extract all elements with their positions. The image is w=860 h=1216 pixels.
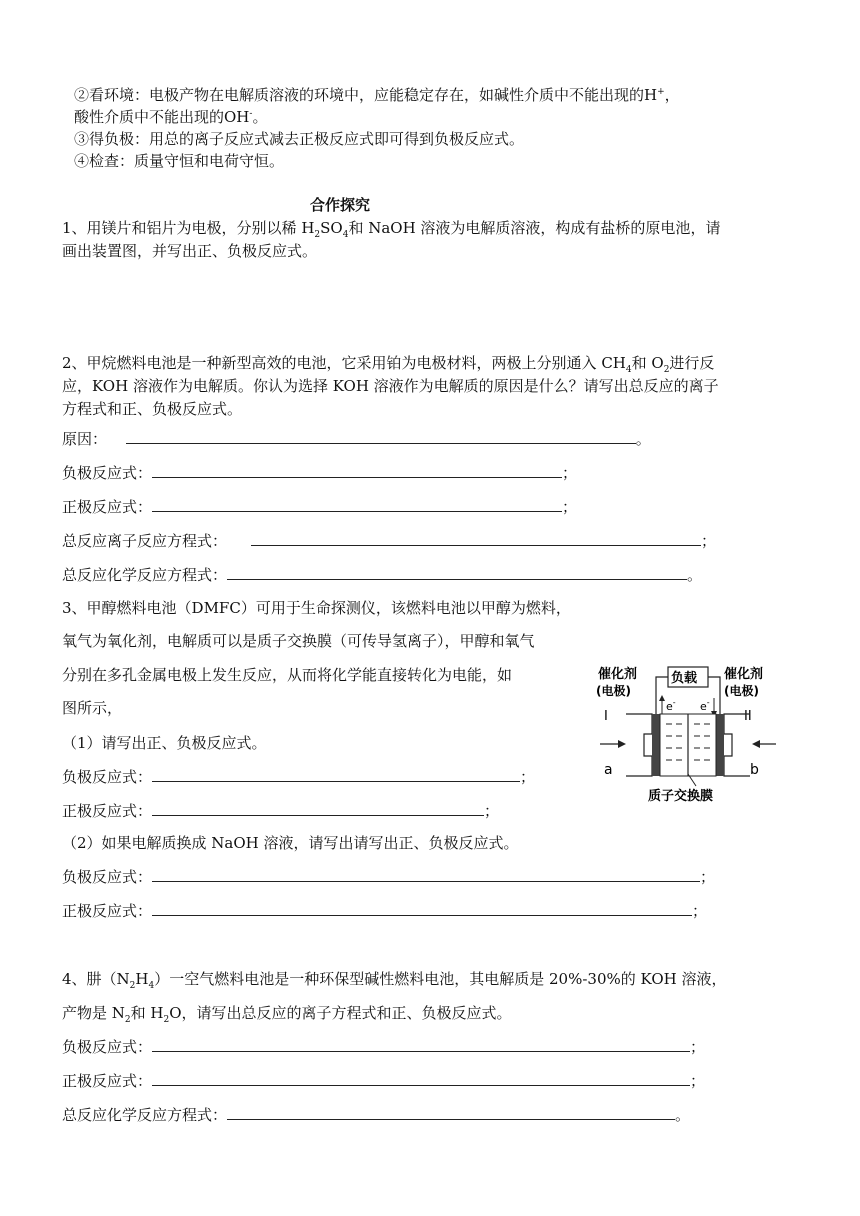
q2-reason-row: 原因： 。 xyxy=(62,430,651,448)
q3-pos2-blank[interactable] xyxy=(152,901,692,916)
q4-line2: 产物是 $N_2$和 $H_2O$，请写出总反应的离子方程式和正、负极反应式。 xyxy=(62,1004,512,1025)
q2-line2: 应，KOH 溶液作为电解质。你认为选择 KOH 溶液作为电解质的原因是什么？请写出总反应的离子 xyxy=(62,377,719,395)
q3-pos2-row: 正极反应式： ； xyxy=(62,902,708,920)
section-title: 合作探究 xyxy=(310,196,371,214)
q3-neg-blank[interactable] xyxy=(152,767,520,782)
catalyst-left-label: 催化剂 xyxy=(598,667,638,682)
q2-reason-label: 原因： xyxy=(62,430,108,448)
q2-pos-row: 正极反应式： ； xyxy=(62,498,578,516)
inlet-b-label: b xyxy=(750,762,759,778)
load-label: 负载 xyxy=(671,671,698,686)
electrode-left-label: (电极) xyxy=(596,684,631,698)
q3-neg2-row: 负极反应式： ； xyxy=(62,868,716,886)
fuel-cell-diagram xyxy=(596,664,786,804)
electrode-right xyxy=(716,714,724,776)
q3-neg2-blank[interactable] xyxy=(152,867,700,882)
q4-line1: 4、肼$(N_2H_4)$一空气燃料电池是一种环保型碱性燃料电池，其电解质是 20%-30%的 KOH 溶液， xyxy=(62,970,727,991)
q4-chem-blank[interactable] xyxy=(227,1105,675,1120)
q2-neg-blank[interactable] xyxy=(152,463,562,478)
catalyst-right-label: 催化剂 xyxy=(724,667,764,682)
intro-item-2-cont: 酸性介质中不能出现的OH-。 xyxy=(74,108,268,126)
q2-ionic-row: 总反应离子反应方程式： ； xyxy=(62,532,717,550)
intro-item-3: ③得负极：用总的离子反应式减去正极反应式即可得到负极反应式。 xyxy=(74,130,525,148)
q2-chem-blank[interactable] xyxy=(227,565,687,580)
roman-ii-label: II xyxy=(744,709,752,724)
chamber-left xyxy=(626,714,652,776)
q3-neg-row: 负极反应式： ； xyxy=(62,768,536,786)
q3-sub1: （1）请写出正、负极反应式。 xyxy=(62,734,267,752)
q2-neg-row: 负极反应式： ； xyxy=(62,464,578,482)
inlet-arrowhead-right xyxy=(752,740,760,748)
inlet-arrowhead-left xyxy=(618,740,626,748)
q3-sub2: （2）如果电解质换成 NaOH 溶液，请写出请写出正、负极反应式。 xyxy=(62,834,519,852)
electrode-left xyxy=(652,714,660,776)
q4-pos-row: 正极反应式： ； xyxy=(62,1072,706,1090)
electrode-right-label: (电极) xyxy=(724,684,759,698)
q4-pos-blank[interactable] xyxy=(152,1071,690,1086)
q2-chem-row: 总反应化学反应方程式： 。 xyxy=(62,566,703,584)
q3-line2: 氧气为氧化剂，电解质可以是质子交换膜（可传导氢离子），甲醇和氧气 xyxy=(62,632,535,650)
q2-ionic-blank[interactable] xyxy=(251,531,701,546)
q2-line3: 方程式和正、负极反应式。 xyxy=(62,400,243,418)
electron-arrowhead-left xyxy=(659,695,665,701)
q2-pos-blank[interactable] xyxy=(152,497,562,512)
intro-item-4: ④检查：质量守恒和电荷守恒。 xyxy=(74,152,285,170)
inlet-a-label: a xyxy=(604,762,613,778)
q4-neg-row: 负极反应式： ； xyxy=(62,1038,706,1056)
membrane-label: 质子交换膜 xyxy=(648,789,714,804)
intro-item-2: ②看环境：电极产物在电解质溶液的环境中，应能稳定存在，如碱性介质中不能出现的H+， xyxy=(74,86,680,104)
q4-chem-row: 总反应化学反应方程式： 。 xyxy=(62,1106,691,1124)
electron-label-left: e- xyxy=(666,698,676,713)
q4-neg-blank[interactable] xyxy=(152,1037,690,1052)
roman-i-label: I xyxy=(604,709,608,724)
electron-label-right: e- xyxy=(700,698,710,713)
q2-line1: 2、甲烷燃料电池是一种新型高效的电池，它采用铂为电极材料，两极上分别通入 $CH_4$和 $O_2$进行反 xyxy=(62,354,715,375)
q3-pos-blank[interactable] xyxy=(152,801,484,816)
q3-line1: 3、甲醇燃料电池（DMFC）可用于生命探测仪，该燃料电池以甲醇为燃料， xyxy=(62,599,571,617)
q3-line4: 图所示， xyxy=(62,699,123,717)
q2-reason-blank[interactable] xyxy=(126,429,636,444)
q1-line2: 画出装置图，并写出正、负极反应式。 xyxy=(62,242,318,260)
q3-line3: 分别在多孔金属电极上发生反应，从而将化学能直接转化为电能，如 xyxy=(62,666,513,684)
q3-pos-row: 正极反应式： ； xyxy=(62,802,500,820)
q1-line1: 1、用镁片和铝片为电极，分别以稀 $H_2SO_4$和 NaOH 溶液为电解质溶液，构成有盐桥的原电池，请 xyxy=(62,219,721,240)
